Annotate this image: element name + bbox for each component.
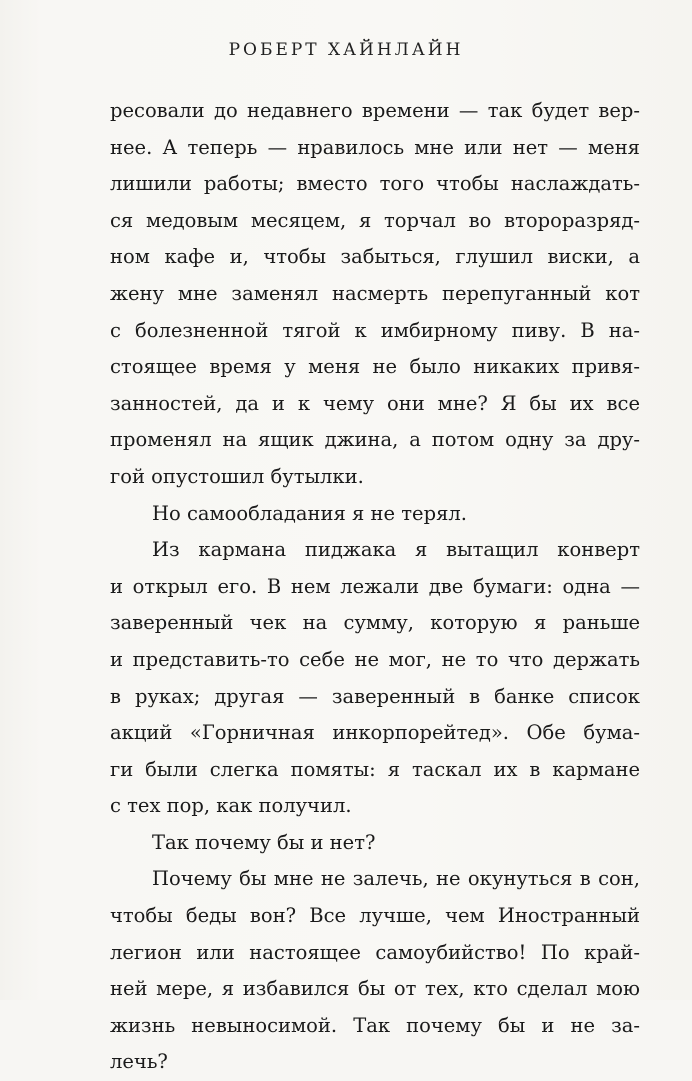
- text-line: Но самообладания я не терял.: [152, 501, 467, 525]
- text-line: жизнь невыносимой. Так почему бы и не за-: [110, 1013, 640, 1037]
- text-line: жену мне заменял насмерть перепуганный кот: [110, 281, 640, 305]
- text-line: променял на ящик джина, а потом одну за дру-: [110, 428, 640, 452]
- text-line: ги были слегка помяты: я таскал их в кармане: [110, 757, 640, 781]
- text-line: ном кафе и, чтобы забыться, глушил виски, а: [110, 245, 640, 269]
- text-line: ней мере, я избавился бы от тех, кто сделал мою: [110, 977, 640, 1001]
- text-line: акций «Горничная инкорпорейтед». Обе бума-: [110, 721, 640, 745]
- text-line: с тех пор, как получил.: [110, 794, 352, 818]
- text-line: занностей, да и к чему они мне? Я бы их все: [110, 391, 640, 415]
- text-line: стоящее время у меня не было никаких привя-: [110, 355, 640, 379]
- running-head: РОБЕРТ ХАЙНЛАЙН: [228, 40, 464, 60]
- text-line: ся медовым месяцем, я торчал во второразряд-: [110, 208, 640, 232]
- text-line: Из кармана пиджака я вытащил конверт: [152, 538, 640, 562]
- text-line: Почему бы мне не залечь, не окунуться в сон,: [152, 867, 640, 891]
- text-line: в руках; другая — заверенный в банке список: [110, 684, 640, 708]
- text-line: с болезненной тягой к имбирному пиву. В на-: [110, 318, 640, 342]
- text-line: чтобы беды вон? Все лучше, чем Иностранный: [110, 904, 640, 928]
- text-line: лечь?: [110, 1050, 168, 1074]
- body-text: [110, 93, 640, 1081]
- text-line: заверенный чек на сумму, которую я раньше: [110, 611, 640, 635]
- text-line: лишили работы; вместо того чтобы наслаждать-: [110, 172, 640, 196]
- text-line: гой опустошил бутылки.: [110, 464, 364, 488]
- text-line: ресовали до недавнего времени — так будет вер-: [110, 99, 640, 122]
- text-line: и открыл его. В нем лежали две бумаги: одна —: [110, 574, 640, 598]
- text-line: и представить-то себе не мог, не то что держать: [110, 647, 640, 671]
- text-line: нее. А теперь — нравилось мне или нет — меня: [110, 135, 640, 159]
- text-line: легион или настоящее самоубийство! По край-: [110, 940, 640, 964]
- text-line: Так почему бы и нет?: [152, 830, 376, 854]
